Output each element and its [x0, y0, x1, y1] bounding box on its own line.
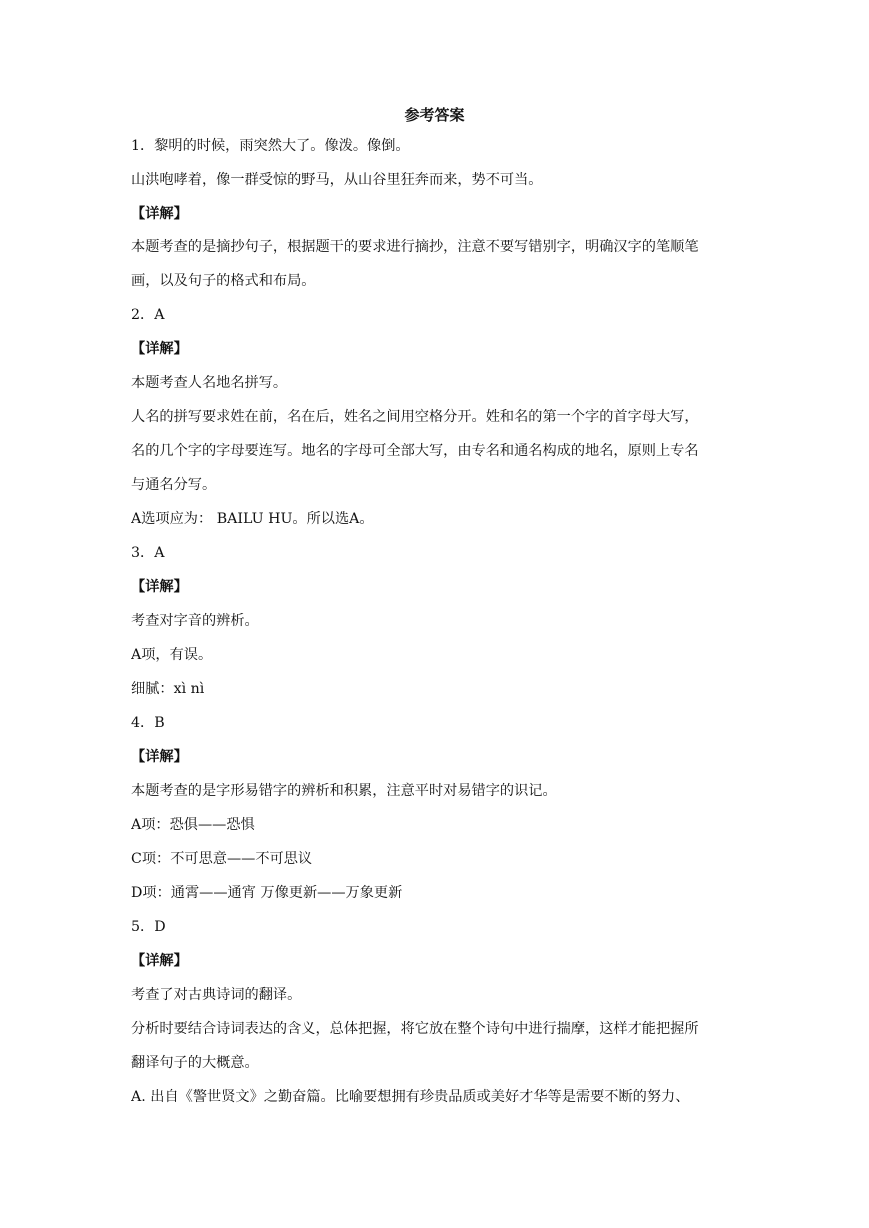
explanation-1-line-1: 本题考查的是摘抄句子，根据题干的要求进行摘抄，注意不要写错别字，明确汉字的笔顺笔	[131, 239, 699, 255]
answer-2: 2．A	[131, 307, 165, 323]
detail-heading-3: 【详解】	[131, 579, 188, 595]
detail-heading-1: 【详解】	[131, 206, 188, 222]
detail-heading-5: 【详解】	[131, 953, 188, 969]
explanation-5-line-4: A. 出自《警世贤文》之勤奋篇。比喻要想拥有珍贵品质或美好才华等是需要不断的努力、	[131, 1089, 690, 1105]
explanation-2-line-4: 与通名分写。	[131, 477, 217, 493]
answer-3: 3．A	[131, 545, 165, 561]
explanation-3-line-1: 考查对字音的辨析。	[131, 613, 259, 629]
explanation-2-line-5: A选项应为： BAILU HU。所以选A。	[131, 511, 374, 527]
explanation-3-line-3: 细腻：xì nì	[131, 681, 205, 697]
explanation-5-line-1: 考查了对古典诗词的翻译。	[131, 987, 302, 1003]
explanation-5-line-2: 分析时要结合诗词表达的含义，总体把握，将它放在整个诗句中进行揣摩，这样才能把握所	[131, 1021, 699, 1037]
explanation-2-line-1: 本题考查人名地名拼写。	[131, 375, 288, 391]
explanation-4-line-3: C项：不可思意——不可思议	[131, 851, 313, 867]
explanation-4-line-4: D项：通霄——通宵 万像更新——万象更新	[131, 885, 403, 901]
explanation-1-line-2: 画，以及句子的格式和布局。	[131, 273, 316, 289]
detail-heading-2: 【详解】	[131, 341, 188, 357]
explanation-4-line-2: A项：恐俱——恐惧	[131, 817, 255, 833]
answer-5: 5．D	[131, 919, 166, 935]
answer-4: 4．B	[131, 715, 165, 731]
explanation-3-line-2: A项，有误。	[131, 647, 213, 663]
explanation-5-line-3: 翻译句子的大概意。	[131, 1055, 259, 1071]
detail-heading-4: 【详解】	[131, 749, 188, 765]
answer-1-line-2: 山洪咆哮着，像一群受惊的野马，从山谷里狂奔而来，势不可当。	[131, 172, 543, 188]
answer-1-line-1: 1．黎明的时候，雨突然大了。像泼。像倒。	[131, 138, 410, 154]
explanation-4-line-1: 本题考查的是字形易错字的辨析和积累，注意平时对易错字的识记。	[131, 783, 557, 799]
page-title: 参考答案	[404, 106, 465, 124]
explanation-2-line-2: 人名的拼写要求姓在前，名在后，姓名之间用空格分开。姓和名的第一个字的首字母大写，	[131, 409, 699, 425]
explanation-2-line-3: 名的几个字的字母要连写。地名的字母可全部大写，由专名和通名构成的地名，原则上专名	[131, 443, 699, 459]
